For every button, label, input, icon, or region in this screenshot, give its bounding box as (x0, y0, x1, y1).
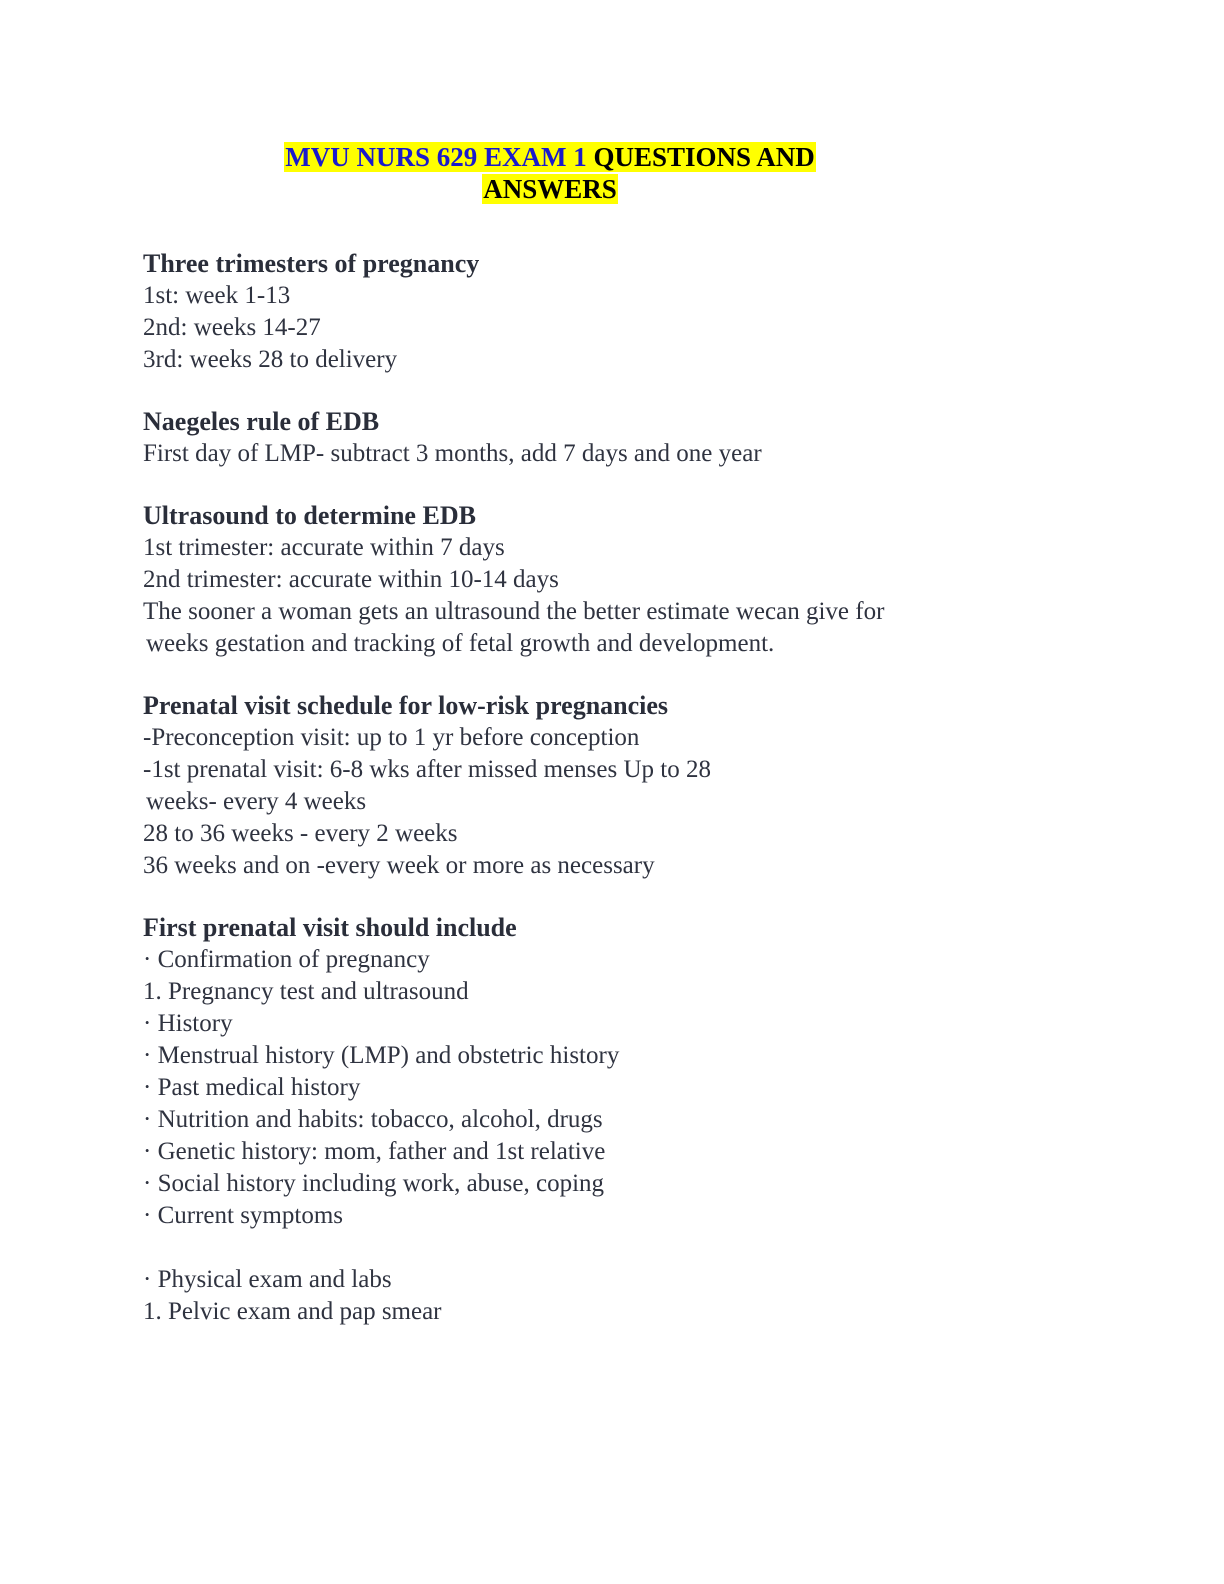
list-item: · Past medical history (143, 1074, 361, 1101)
section-prenatal-schedule (143, 690, 1103, 882)
title-line-2 (0, 173, 1100, 205)
section-trimesters (143, 248, 1103, 376)
title-text-part2: ANSWERS (483, 174, 617, 204)
text-line: First day of LMP- subtract 3 months, add 7 days and one year (143, 440, 762, 467)
list-item: · Physical exam and labs (143, 1266, 392, 1293)
title-line-1 (0, 141, 1100, 173)
title-course-code: MVU NURS 629 EXAM 1 (285, 142, 587, 172)
list-item: · Nutrition and habits: tobacco, alcohol, drugs (143, 1106, 603, 1133)
title-text-part1: QUESTIONS AND (586, 142, 815, 172)
list-item: · History (143, 1010, 233, 1037)
section-heading: Ultrasound to determine EDB (143, 501, 476, 530)
list-item: · Confirmation of pregnancy (143, 946, 430, 973)
text-line: -1st prenatal visit: 6-8 wks after missed menses Up to 28 (143, 756, 711, 783)
section-naegeles-rule (143, 406, 1103, 470)
text-line: 1st: week 1-13 (143, 282, 291, 309)
text-line: 28 to 36 weeks - every 2 weeks (143, 820, 458, 847)
text-line: 3rd: weeks 28 to delivery (143, 346, 398, 373)
document-title (0, 141, 1100, 205)
section-heading: Naegeles rule of EDB (143, 407, 380, 436)
text-line: 2nd trimester: accurate within 10-14 days (143, 566, 559, 593)
section-heading: Three trimesters of pregnancy (143, 249, 480, 278)
section-heading: First prenatal visit should include (143, 913, 517, 942)
section-ultrasound (143, 500, 1103, 660)
text-line: 1st trimester: accurate within 7 days (143, 534, 505, 561)
list-item: · Genetic history: mom, father and 1st relative (143, 1138, 606, 1165)
section-heading: Prenatal visit schedule for low-risk pregnancies (143, 691, 669, 720)
list-item: · Menstrual history (LMP) and obstetric history (143, 1042, 620, 1069)
text-line: weeks- every 4 weeks (146, 788, 367, 815)
list-item: 1. Pelvic exam and pap smear (143, 1298, 442, 1325)
section-first-prenatal-visit (143, 912, 1103, 1328)
text-line: -Preconception visit: up to 1 yr before conception (143, 724, 640, 751)
document-body (143, 248, 1103, 1358)
text-line: weeks gestation and tracking of fetal growth and development. (146, 630, 775, 657)
list-item: · Current symptoms (143, 1202, 343, 1229)
text-line: 36 weeks and on -every week or more as necessary (143, 852, 655, 879)
list-item: · Social history including work, abuse, coping (143, 1170, 605, 1197)
paragraph-gap (143, 1232, 1103, 1264)
list-item: 1. Pregnancy test and ultrasound (143, 978, 469, 1005)
text-line: 2nd: weeks 14-27 (143, 314, 321, 341)
text-line: The sooner a woman gets an ultrasound the better estimate wecan give for (143, 598, 885, 625)
